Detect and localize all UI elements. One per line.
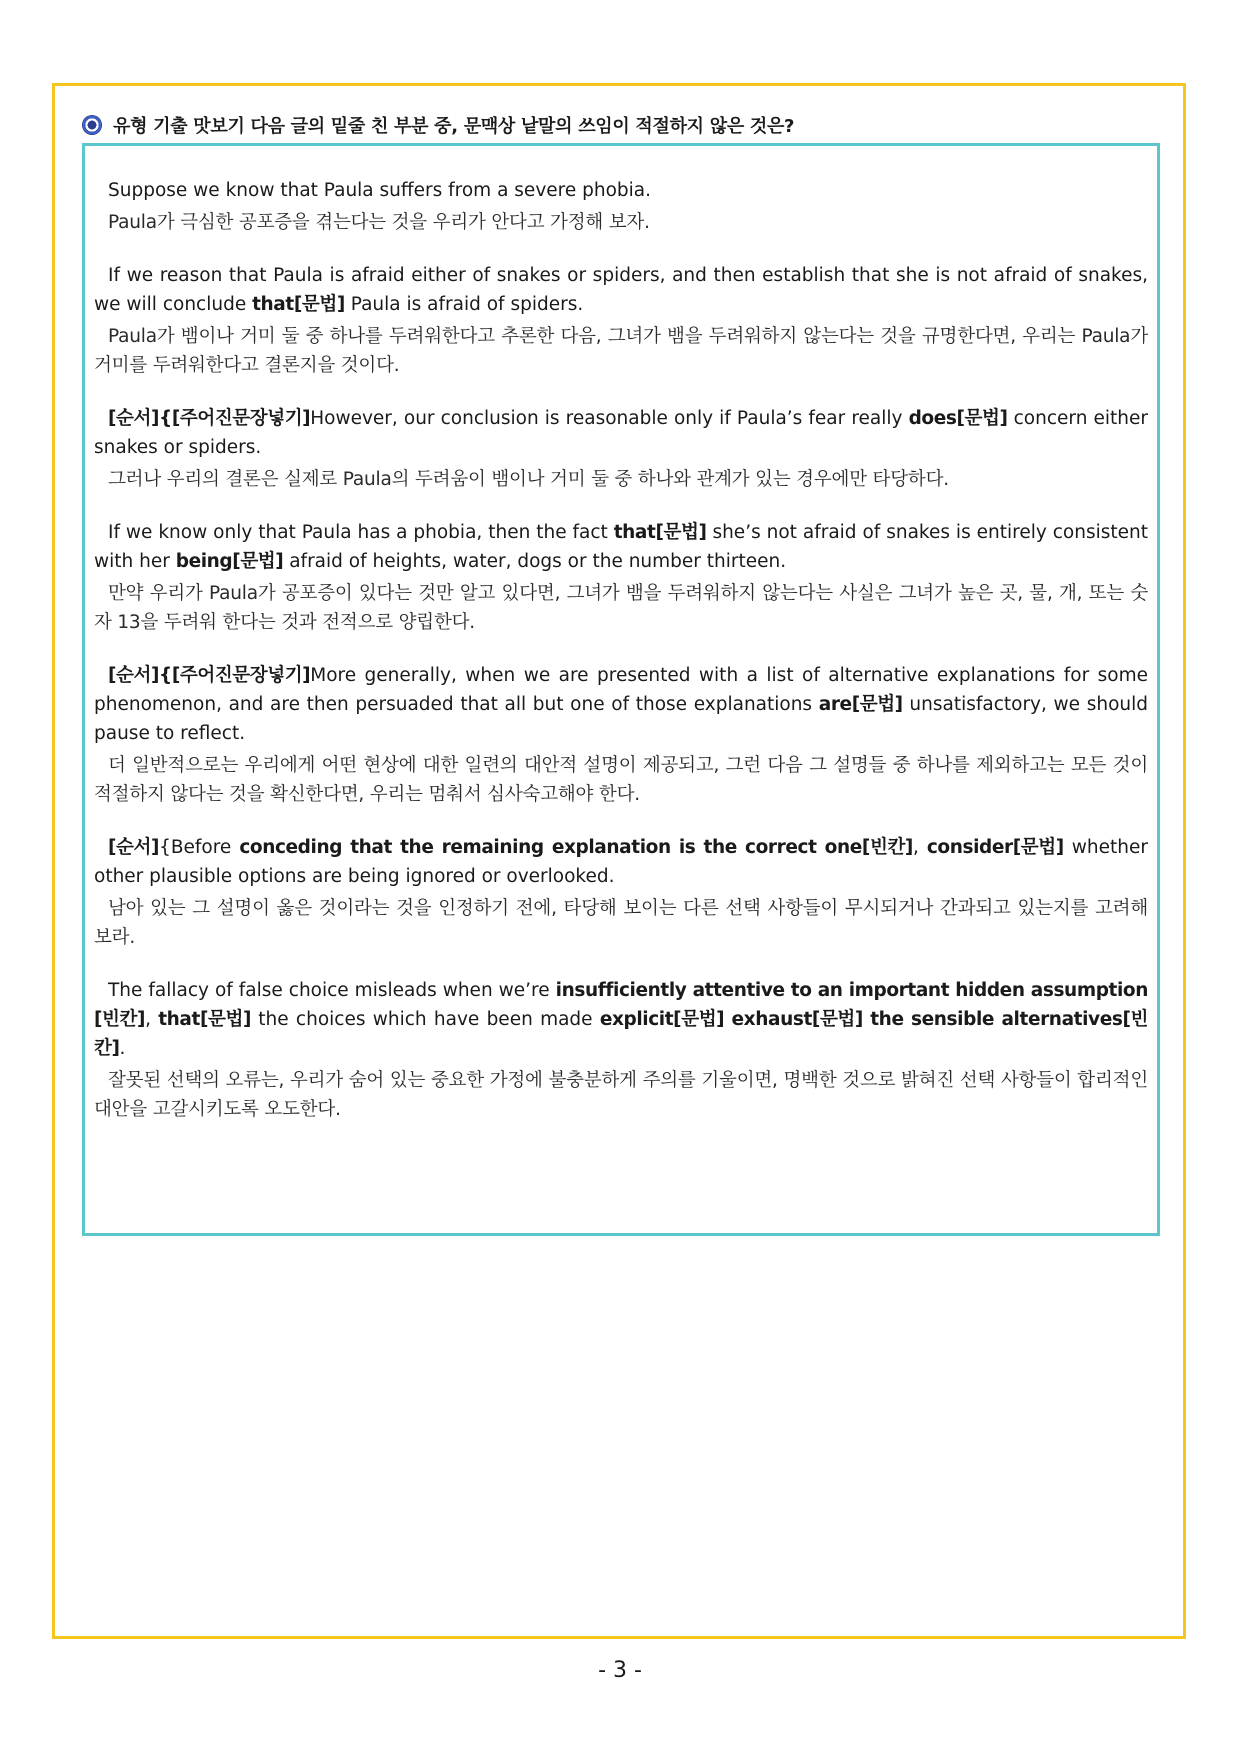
annotated-phrase: [순서]{[주어진문장넣기] xyxy=(108,408,311,429)
sentence-text: If we know only that Paula has a phobia, then the fact xyxy=(108,522,614,543)
question-header xyxy=(83,110,1163,140)
sentence-text: unsatisfactory, we should pause to reflect. xyxy=(94,694,1148,744)
korean-translation: 잘못된 선택의 오류는, 우리가 숨어 있는 중요한 가정에 불충분하게 주의를 기울이면, 명백한 것으로 밝혀진 선택 사항들이 합리적인 대안을 고갈시키도록 오도한다. xyxy=(94,1070,1148,1120)
sentence-text: . xyxy=(119,1038,126,1059)
question-title: 유형 기출 맛보기 다음 글의 밑줄 친 부분 중, 문맥상 낱말의 쓰임이 적절하지 않은 것은? xyxy=(113,116,795,137)
english-sentence xyxy=(94,976,1148,1063)
annotated-phrase: conceding that the remaining explanation is the correct one[빈칸] xyxy=(239,837,913,858)
sentence-text: Suppose we know that Paula suffers from a severe phobia. xyxy=(108,180,651,201)
passage-paragraph xyxy=(94,176,1148,237)
english-sentence xyxy=(94,176,1148,205)
sentence-text: Paula is afraid of spiders. xyxy=(344,294,584,315)
annotated-phrase: are[문법] xyxy=(818,694,903,715)
passage-paragraph xyxy=(94,976,1148,1124)
passage-box xyxy=(82,143,1160,1236)
passage-paragraph xyxy=(94,261,1148,380)
sentence-text: The fallacy of false choice misleads when we’re xyxy=(108,980,556,1001)
sentence-text: afraid of heights, water, dogs or the number thirteen. xyxy=(283,551,787,572)
sentence-text: {Before xyxy=(159,837,240,858)
sentence-text: she’s not afraid of snakes is entirely consistent with her xyxy=(94,522,1148,572)
sentence-text: concern either snakes or spiders. xyxy=(94,408,1148,458)
page-number: - 3 - xyxy=(598,1658,642,1683)
korean-translation: Paula가 극심한 공포증을 겪는다는 것을 우리가 안다고 가정해 보자. xyxy=(108,212,650,233)
annotated-phrase: that[문법] xyxy=(252,294,345,315)
english-sentence xyxy=(94,833,1148,891)
korean-translation: 만약 우리가 Paula가 공포증이 있다는 것만 알고 있다면, 그녀가 뱀을 두려워하지 않는다는 사실은 그녀가 높은 곳, 물, 개, 또는 숫자 13을 두려워 한다는 것과 전적으로 양립한다. xyxy=(94,583,1148,633)
english-sentence xyxy=(94,661,1148,748)
annotated-phrase: does[문법] xyxy=(908,408,1008,429)
english-sentence xyxy=(94,261,1148,319)
annotated-phrase: [순서]{[주어진문장넣기] xyxy=(108,665,311,686)
sentence-text: If we reason that Paula is afraid either of snakes or spiders, and then establish that she is not afraid of snakes, we will conclude xyxy=(94,265,1148,315)
korean-translation: 더 일반적으로는 우리에게 어떤 현상에 대한 일련의 대안적 설명이 제공되고, 그런 다음 그 설명들 중 하나를 제외하고는 모든 것이 적절하지 않다는 것을 확신한다면, 우리는 멈춰서 심사숙고해야 한다. xyxy=(94,755,1148,805)
korean-translation: Paula가 뱀이나 거미 둘 중 하나를 두려워한다고 추론한 다음, 그녀가 뱀을 두려워하지 않는다는 것을 규명한다면, 우리는 Paula가 거미를 두려워한다고 결론지을 것이다. xyxy=(94,326,1148,376)
sentence-text: , xyxy=(145,1009,159,1030)
sentence-text: However, our conclusion is reasonable only if Paula’s fear really xyxy=(310,408,909,429)
passage-paragraph xyxy=(94,518,1148,637)
annotated-phrase: [순서] xyxy=(108,837,160,858)
annotated-phrase: that[문법] xyxy=(613,522,707,543)
passage-paragraph xyxy=(94,661,1148,809)
sentence-text: More generally, when we are presented with a list of alternative explanations for some phenomenon, and are then persuaded that all but one of those explanations xyxy=(94,665,1148,715)
annotated-phrase: explicit[문법] xyxy=(599,1009,725,1030)
annotated-phrase: exhaust[문법] xyxy=(731,1009,863,1030)
english-sentence xyxy=(94,404,1148,462)
annotated-phrase: insufficiently attentive to an important hidden assumption [빈칸] xyxy=(94,980,1149,1030)
sentence-text: the choices which have been made xyxy=(251,1009,600,1030)
annotated-phrase: being[문법] xyxy=(175,551,284,572)
english-sentence xyxy=(94,518,1148,576)
korean-translation: 그러나 우리의 결론은 실제로 Paula의 두려움이 뱀이나 거미 둘 중 하나와 관계가 있는 경우에만 타당하다. xyxy=(108,469,949,490)
sentence-text: whether other plausible options are being ignored or overlooked. xyxy=(94,837,1149,887)
annotated-phrase: the sensible alternatives[빈칸] xyxy=(94,1009,1148,1059)
korean-translation: 남아 있는 그 설명이 옳은 것이라는 것을 인정하기 전에, 타당해 보이는 다른 선택 사항들이 무시되거나 간과되고 있는지를 고려해 보라. xyxy=(94,898,1148,948)
sentence-text xyxy=(724,1009,731,1030)
circle-bullet-icon xyxy=(83,116,101,134)
passage-paragraph xyxy=(94,404,1148,494)
annotated-phrase: that[문법] xyxy=(158,1009,252,1030)
passage-paragraph xyxy=(94,833,1148,952)
annotated-phrase: consider[문법] xyxy=(926,837,1064,858)
sentence-text: , xyxy=(912,837,927,858)
